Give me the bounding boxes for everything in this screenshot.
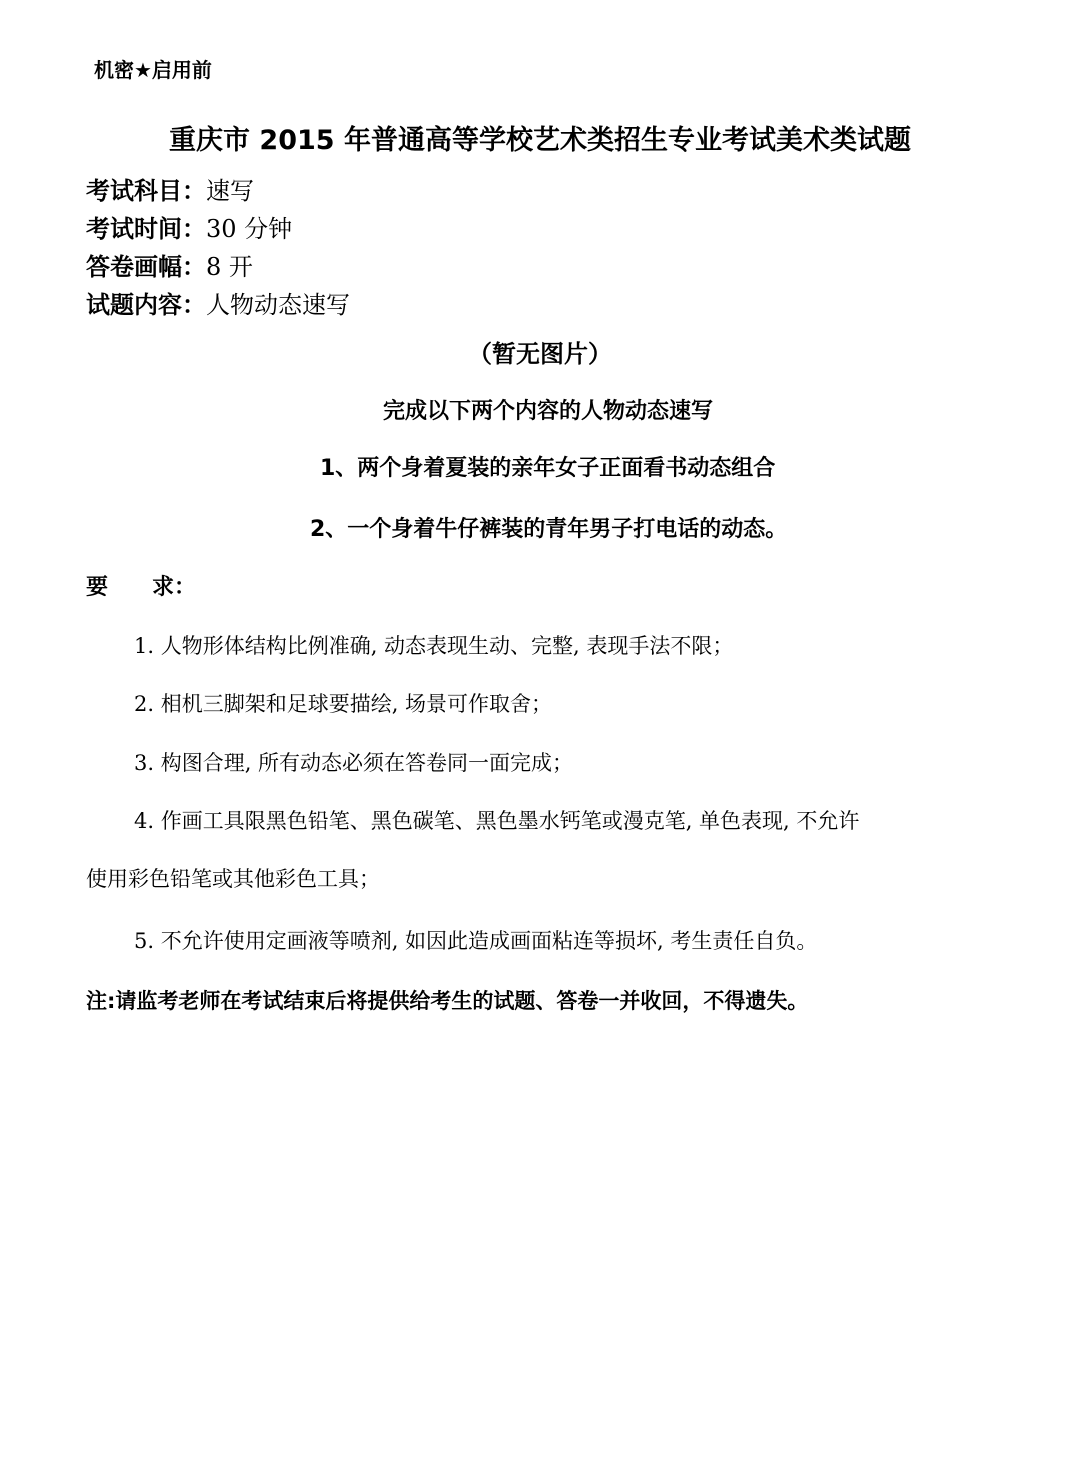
task-item-1: 1、两个身着夏装的亲年女子正面看书动态组合 xyxy=(320,456,776,481)
task-intro: 完成以下两个内容的人物动态速写 xyxy=(382,399,713,424)
info-value: 速写 xyxy=(206,177,254,205)
heading-part: 要 xyxy=(86,575,109,600)
requirement-item-2: 2. 相机三脚架和足球要描绘, 场景可作取舍； xyxy=(134,692,553,716)
heading-part: 求： xyxy=(152,575,197,600)
exam-title: 重庆市 2015 年普通高等学校艺术类招生专业考试美术类试题 xyxy=(169,125,911,156)
info-value: 人物动态速写 xyxy=(206,291,350,319)
requirement-item-3: 3. 构图合理, 所有动态必须在答卷同一面完成； xyxy=(134,751,574,775)
requirement-item-4: 4. 作画工具限黑色铅笔、黑色碳笔、黑色墨水钙笔或漫克笔, 单色表现, 不允许 xyxy=(134,809,860,833)
info-row-content xyxy=(86,285,350,320)
info-label: 试题内容： xyxy=(86,291,206,319)
info-label: 考试科目： xyxy=(86,177,206,205)
no-image-note: （暂无图片） xyxy=(468,340,612,368)
requirements-heading xyxy=(86,570,196,601)
requirement-item-1: 1. 人物形体结构比例准确, 动态表现生动、完整, 表现手法不限； xyxy=(134,634,734,658)
requirement-item-5: 5. 不允许使用定画液等喷剂, 如因此造成画面粘连等损坏, 考生责任自负。 xyxy=(134,929,818,953)
proctor-note: 注:请监考老师在考试结束后将提供给考生的试题、答卷一并收回，不得遗失。 xyxy=(86,989,809,1013)
info-value: 30 分钟 xyxy=(206,215,293,243)
info-value: 8 开 xyxy=(206,253,253,281)
requirement-item-4-continued: 使用彩色铅笔或其他彩色工具； xyxy=(86,867,380,891)
info-row-time xyxy=(86,209,292,244)
confidential-mark: 机密★启用前 xyxy=(94,58,212,82)
info-label: 考试时间： xyxy=(86,215,206,243)
info-label: 答卷画幅： xyxy=(86,253,206,281)
task-item-2: 2、一个身着牛仔裤装的青年男子打电话的动态。 xyxy=(310,517,788,542)
info-row-subject xyxy=(86,171,254,206)
info-row-paper-size xyxy=(86,247,253,282)
